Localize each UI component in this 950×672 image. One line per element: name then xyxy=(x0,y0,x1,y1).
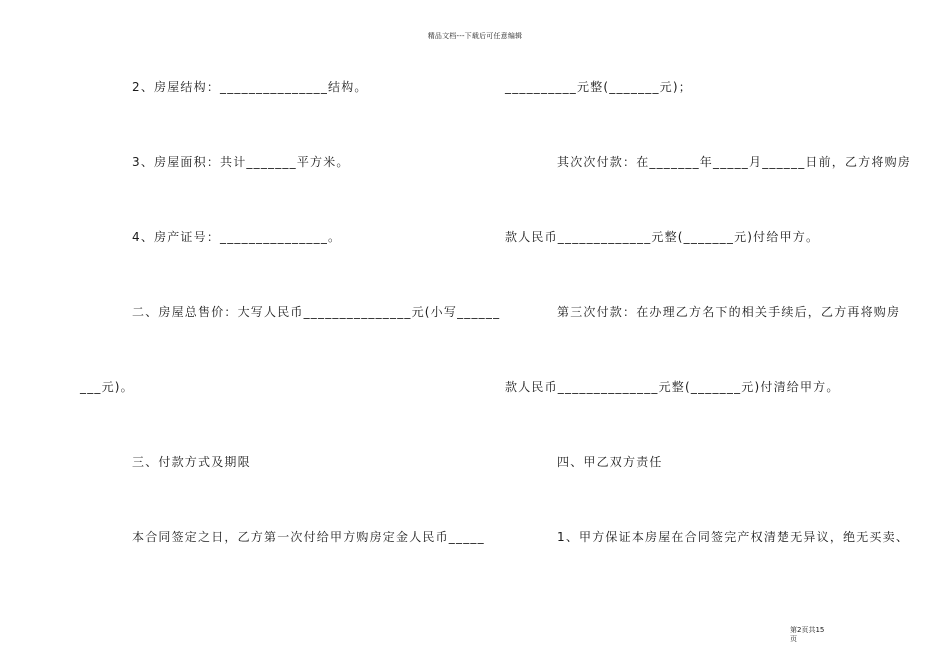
total-price-continuation-line: ___元)。 xyxy=(80,380,134,394)
second-payment-line: 其次次付款：在_______年_____月______日前，乙方将购房 xyxy=(557,155,912,169)
page-number xyxy=(790,626,850,644)
page-number-line-1: 第2页共15 xyxy=(790,626,825,634)
page-header: 精品文档---下载后可任意编辑 xyxy=(427,32,523,40)
seller-guarantee-line: 1、甲方保证本房屋在合同签完产权清楚无异议，绝无买卖、 xyxy=(557,530,910,544)
second-payment-amount-line: 款人民币_____________元整(_______元)付给甲方。 xyxy=(505,230,820,244)
right-column xyxy=(505,0,912,672)
first-payment-line: 本合同签定之日，乙方第一次付给甲方购房定金人民币_____ xyxy=(132,530,485,544)
left-column xyxy=(80,0,501,672)
total-price-line: 二、房屋总售价：大写人民币_______________元(小写______ xyxy=(132,305,501,319)
first-payment-amount-line: __________元整(_______元)； xyxy=(505,80,692,94)
house-area-line: 3、房屋面积：共计_______平方米。 xyxy=(132,155,350,169)
third-payment-line: 第三次付款：在办理乙方名下的相关手续后，乙方再将购房 xyxy=(557,305,901,319)
house-structure-line: 2、房屋结构：_______________结构。 xyxy=(132,80,368,94)
party-responsibilities-heading: 四、甲乙双方责任 xyxy=(557,455,663,469)
property-certificate-line: 4、房产证号：_______________。 xyxy=(132,230,342,244)
page-number-line-2: 页 xyxy=(790,635,797,643)
payment-terms-heading: 三、付款方式及期限 xyxy=(132,455,251,469)
third-payment-amount-line: 款人民币______________元整(_______元)付清给甲方。 xyxy=(505,380,840,394)
